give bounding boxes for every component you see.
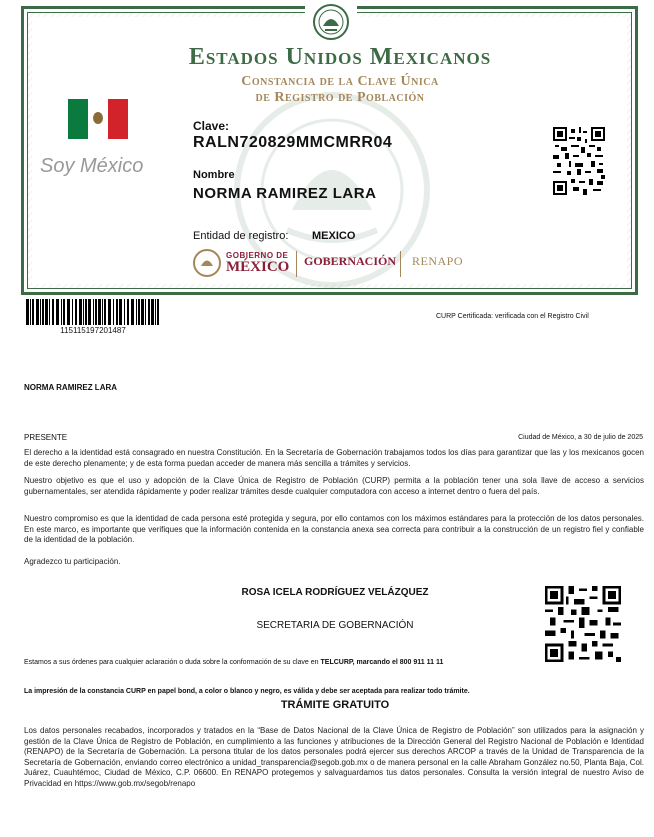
barcode-bar (116, 299, 118, 325)
entidad-label: Entidad de registro: (193, 230, 289, 242)
barcode-bar (49, 299, 50, 325)
print-note: La impresión de la constancia CURP en papel bond, a color o blanco y negro, es válida y debe ser aceptada para realizar todo trámite. (24, 688, 470, 695)
gobierno-seal-icon (193, 249, 221, 277)
contact-phone: TELCURP, marcando el 800 911 11 11 (320, 659, 444, 666)
barcode-bar (108, 299, 111, 325)
recipient-name: NORMA RAMIREZ LARA (24, 383, 118, 392)
barcode-bars (26, 299, 160, 325)
certificate-subtitle-1: Constancia de la Clave Única (241, 74, 439, 89)
barcode-bar (95, 299, 97, 325)
barcode-bar (127, 299, 129, 325)
barcode-bar (124, 299, 125, 325)
nombre-value: NORMA RAMIREZ LARA (193, 185, 377, 202)
barcode-bar (157, 299, 159, 325)
barcode-bar (85, 299, 87, 325)
barcode-bar (98, 299, 101, 325)
logo-gobernacion: GOBERNACIÓN (304, 254, 397, 268)
barcode-bar (26, 299, 29, 325)
barcode-bar (75, 299, 77, 325)
logo-gobierno-line2: MÉXICO (226, 259, 290, 275)
contact-line (24, 659, 443, 666)
certificate-title: Estados Unidos Mexicanos (188, 44, 492, 70)
barcode-bar (36, 299, 39, 325)
barcode-bar (131, 299, 134, 325)
paragraph-1: El derecho a la identidad está consagrado en nuestra Constitución. En la Secretaría de Gobernación trabajamos todos los días para garantizar que las y los mexicanos gocen de este derecho plenamente; y de esta forma puedan acceder de manera más sencilla a trámites y servicios. (24, 448, 644, 468)
barcode-bar (145, 299, 146, 325)
logo-divider-2 (400, 251, 401, 277)
barcode-bar (63, 299, 65, 325)
barcode-bar (61, 299, 62, 325)
barcode-bar (141, 299, 144, 325)
certified-note: CURP Certificada: verificada con el Registro Civil (436, 313, 589, 320)
barcode-bar (56, 299, 59, 325)
barcode (26, 299, 160, 325)
paragraph-3: Nuestro compromiso es que la identidad de cada persona esté protegida y segura, por ello contamos con los máximos estándares para la protección de los datos personales. En este marco, es importante que verifiques que la información contenida en la constancia anexa sea correcta para contribuir a la construcción de un registro fiel y confiable de la identidad de la población. (24, 514, 644, 544)
barcode-number: 115115197201487 (60, 326, 126, 335)
barcode-bar (104, 299, 106, 325)
qr-code-icon (553, 127, 605, 195)
barcode-bar (67, 299, 70, 325)
logo-renapo: RENAPO (412, 254, 464, 268)
barcode-bar (40, 299, 41, 325)
tramite-gratuito: TRÁMITE GRATUITO (280, 699, 390, 711)
barcode-bar (93, 299, 94, 325)
barcode-bar (138, 299, 140, 325)
national-seal-icon (305, 0, 357, 40)
barcode-bar (30, 299, 31, 325)
logo-gobierno-line1: GOBIERNO DE (226, 251, 289, 260)
barcode-bar (136, 299, 137, 325)
barcode-bar (72, 299, 73, 325)
certificate-subtitle-2: de Registro de Población (255, 90, 425, 105)
nombre-label: Nombre (193, 169, 235, 181)
barcode-bar (155, 299, 156, 325)
barcode-bar (42, 299, 44, 325)
barcode-bar (52, 299, 54, 325)
thanks: Agradezco tu participación. (24, 557, 121, 566)
logo-divider (296, 251, 297, 277)
place-date: Ciudad de México, a 30 de julio de 2025 (518, 434, 643, 441)
barcode-bar (151, 299, 154, 325)
mexico-flag-icon (68, 99, 128, 139)
contact-text: Estamos a sus órdenes para cualquier aclaración o duda sobre la conformación de su clave en (24, 659, 319, 666)
barcode-bar (88, 299, 91, 325)
barcode-bar (102, 299, 103, 325)
presente: PRESENTE (24, 433, 68, 442)
barcode-bar (113, 299, 114, 325)
barcode-bar (83, 299, 84, 325)
entidad-value: MEXICO (312, 230, 356, 242)
signer-title: SECRETARIA DE GOBERNACIÓN (256, 620, 414, 631)
barcode-bar (45, 299, 48, 325)
qr-code-bottom-icon (545, 586, 621, 662)
barcode-bar (148, 299, 150, 325)
slogan: Soy México (40, 155, 144, 177)
privacy-notice: Los datos personales recabados, incorporados y tratados en la “Base de Datos Nacional de la Clave Única de Registro de Población” son utilizados para la asignación y gestión de la Clave Única de Registro de Población, en cumplimiento a las funciones y atribuciones de la Dirección General del Registro Nacional de Población e Identidad (RENAPO) de la Secretaría de Gobernación. La persona titular de los datos personales podrá ejercer sus derechos ARCOP a través de la Unidad de Transparencia de la Secretaría de Gobernación, enviando correo electrónico a unidad_transparencia@segob.gob.mx o de manera personal en la calle Abraham González no.50, Planta Baja, Col. Juárez, Cuauhtémoc, Ciudad de México, C.P. 06600. En RENAPO protegemos y salvaguardamos tus datos personales. Consulta la versión integral de nuestro Aviso de Privacidad en https://www.gob.mx/segob/renapo (24, 726, 644, 788)
signer-name: ROSA ICELA RODRÍGUEZ VELÁZQUEZ (241, 587, 429, 598)
barcode-bar (79, 299, 82, 325)
clave-label: Clave: (193, 119, 230, 133)
barcode-bar (119, 299, 122, 325)
barcode-bar (32, 299, 34, 325)
paragraph-2: Nuestro objetivo es que el uso y adopción de la Clave Única de Registro de Población (CURP) permita a la población tener una sola llave de acceso a servicios gubernamentales, ser atendida rápidamente y poder realizar trámites desde cualquier computadora con acceso a internet dentro o fuera del país. (24, 476, 644, 496)
clave-value: RALN720829MMCMRR04 (193, 134, 393, 151)
